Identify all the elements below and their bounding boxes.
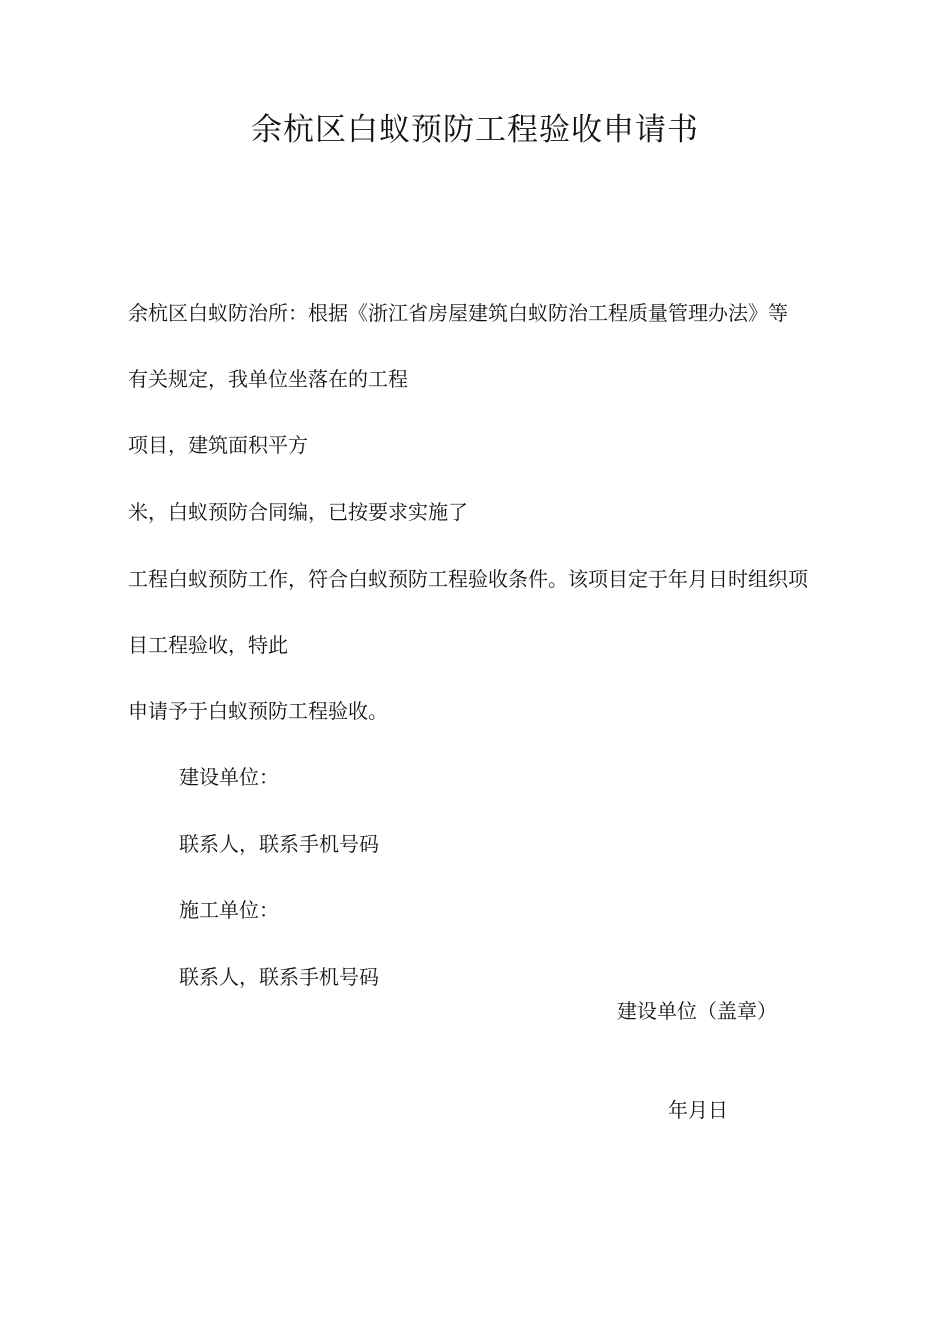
construction-contact-label: 联系人，联系手机号码 [179, 832, 379, 856]
body-line-6: 目工程验收，特此 [128, 633, 288, 657]
document-title: 余杭区白蚁预防工程验收申请书 [251, 112, 699, 148]
contractor-unit-label: 施工单位： [179, 898, 279, 922]
body-line-7: 申请予于白蚁预防工程验收。 [128, 699, 388, 723]
stamp-label: 建设单位（盖章） [617, 999, 777, 1023]
body-line-4: 米，白蚁预防合同编，已按要求实施了 [128, 500, 468, 524]
construction-unit-label: 建设单位： [179, 765, 279, 789]
body-line-5: 工程白蚁预防工作，符合白蚁预防工程验收条件。该项目定于年月日时组织项 [128, 567, 808, 591]
body-line-3: 项目，建筑面积平方 [128, 433, 308, 457]
body-line-2: 有关规定，我单位坐落在的工程 [128, 367, 408, 391]
contractor-contact-label: 联系人，联系手机号码 [179, 965, 379, 989]
body-line-1: 余杭区白蚁防治所：根据《浙江省房屋建筑白蚁防治工程质量管理办法》等 [128, 301, 788, 325]
date-label: 年月日 [668, 1098, 728, 1122]
